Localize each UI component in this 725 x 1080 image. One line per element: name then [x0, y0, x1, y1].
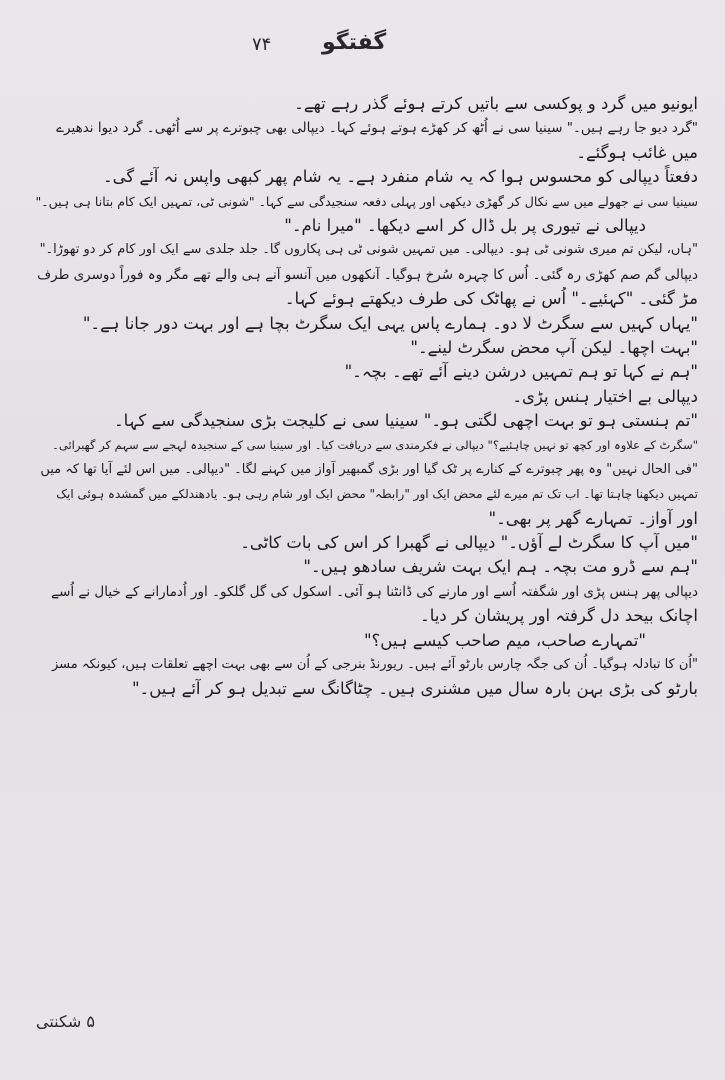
- text-line: "فی الحال نہیں" وہ پھر چبوترے کے کنارے پر ٹک گیا اور بڑی گمبھیر آواز میں کہنے لگا۔ "دیپالی۔ میں اس لئے آیا تھا کہ میں: [40, 461, 698, 477]
- text-line: دیپالی نے تیوری پر بل ڈال کر اسے دیکھا۔ "میرا نام۔": [284, 215, 646, 235]
- text-line: بارٹو کی بڑی بہن بارہ سال میں مشنری ہیں۔ چٹاگانگ سے تبدیل ہو کر آئے ہیں۔": [131, 679, 698, 699]
- text-line: دفعتاً دیپالی کو محسوس ہوا کہ یہ شام منفرد ہے۔ یہ شام پھر کبھی واپس نہ آئے گی۔: [103, 167, 698, 187]
- text-line: "ہم سے ڈرو مت بچہ۔ ہم ایک بہت شریف سادھو ہیں۔": [303, 557, 698, 577]
- text-line: دیپالی گم صم کھڑی رہ گئی۔ اُس کا چہرہ سُرخ ہوگیا۔ آنکھوں میں آنسو آنے ہی والے تھے مگر وہ فوراً دوسری طرف: [37, 266, 698, 283]
- text-line: "ہم نے کہا تو ہم تمہیں درشن دینے آئے تھے۔ بچہ۔": [344, 362, 698, 382]
- text-line: تمہیں دیکھنا چاہتا تھا۔ اب تک تم میرے لئے محض ایک اور "رابطہ" محض ایک اور شام رہی ہو۔ یادھندلکے میں گمشدہ ہوئی ایک: [56, 487, 698, 502]
- text-line: میں غائب ہوگئے۔: [576, 142, 698, 162]
- text-line: "یہاں کہیں سے سگرٹ لا دو۔ ہمارے پاس یہی ایک سگرٹ بچا ہے اور بہت دور جانا ہے۔": [82, 313, 698, 333]
- body-text: [34, 92, 698, 702]
- text-line: دیپالی پھر ہنس پڑی اور شگفتہ اُسے اور مارنے کی ڈانٹنا ہو آئی۔ اسکول کی گل گلکو۔ اور اُدمارانے کے خیال نے اُسے: [51, 583, 698, 600]
- text-line: "گرد دیو جا رہے ہیں۔" سینیا سی نے اُٹھ کر کھڑے ہوتے ہوئے کہا۔ دیپالی بھی چبوترے پر سے اُٹھی۔ گرد دیوا ندھیرے: [56, 120, 698, 137]
- text-line: "بہت اچھا۔ لیکن آپ محض سگرٹ لینے۔": [410, 337, 698, 357]
- signature-mark: ۵ شکنتی: [36, 1012, 95, 1031]
- text-line: "تمہارے صاحب، میم صاحب کیسے ہیں؟": [363, 630, 646, 650]
- text-line: "سگرٹ کے علاوہ اور کچھ تو نہیں چاہئیے؟" دیپالی نے فکرمندی سے دریافت کیا۔ اور سینیا سی کے سنجیدہ لہجے سے سہم کر گھبرائی۔: [52, 438, 698, 453]
- text-line: دیپالی بے اختیار ہنس پڑی۔: [512, 386, 698, 406]
- text-line: "ہاں، لیکن تم میری شونی ٹی ہو۔ دیپالی۔ میں تمہیں شونی ٹی ہی پکاروں گا۔ جلد جلدی سے ایک اور کام کر دو تھوڑا۔": [39, 242, 698, 258]
- running-title: گفتگو: [322, 30, 387, 55]
- text-line: "میں آپ کا سگرٹ لے آؤں۔" دیپالی نے گھبرا کر اس کی بات کاٹی۔: [240, 533, 698, 553]
- text-line: سینیا سی نے جھولے میں سے نکال کر گھڑی دیکھی اور پہلی دفعہ سنجیدگی سے کہا۔ "شونی ٹی، تمہیں ایک کام بتانا ہی ہیں۔": [35, 193, 698, 209]
- page-header: [0, 28, 725, 68]
- text-line: "اُن کا تبادلہ ہوگیا۔ اُن کی جگہ چارس بارٹو آئے ہیں۔ ریورنڈ بنرجی کے اُن سے بھی بہت اچھے تعلقات ہیں، کیونکہ مسز: [51, 656, 698, 672]
- text-line: اچانک بیحد دل گرفتہ اور پریشان کر دیا۔: [420, 606, 698, 626]
- text-line: اور آواز۔ تمہارے گھر پر بھی۔": [488, 508, 698, 528]
- page-number: ۷۴: [252, 34, 272, 55]
- text-line: "تم ہنستی ہو تو بہت اچھی لگتی ہو۔" سینیا سی نے کلیجت بڑی سنجیدگی سے کہا۔: [114, 411, 698, 431]
- text-line: مڑ گئی۔ "کہئیے۔" اُس نے پھاٹک کی طرف دیکھتے ہوئے کہا۔: [284, 289, 698, 309]
- text-line: ایونیو میں گرد و پوکسی سے باتیں کرتے ہوئے گذر رہے تھے۔: [294, 94, 698, 113]
